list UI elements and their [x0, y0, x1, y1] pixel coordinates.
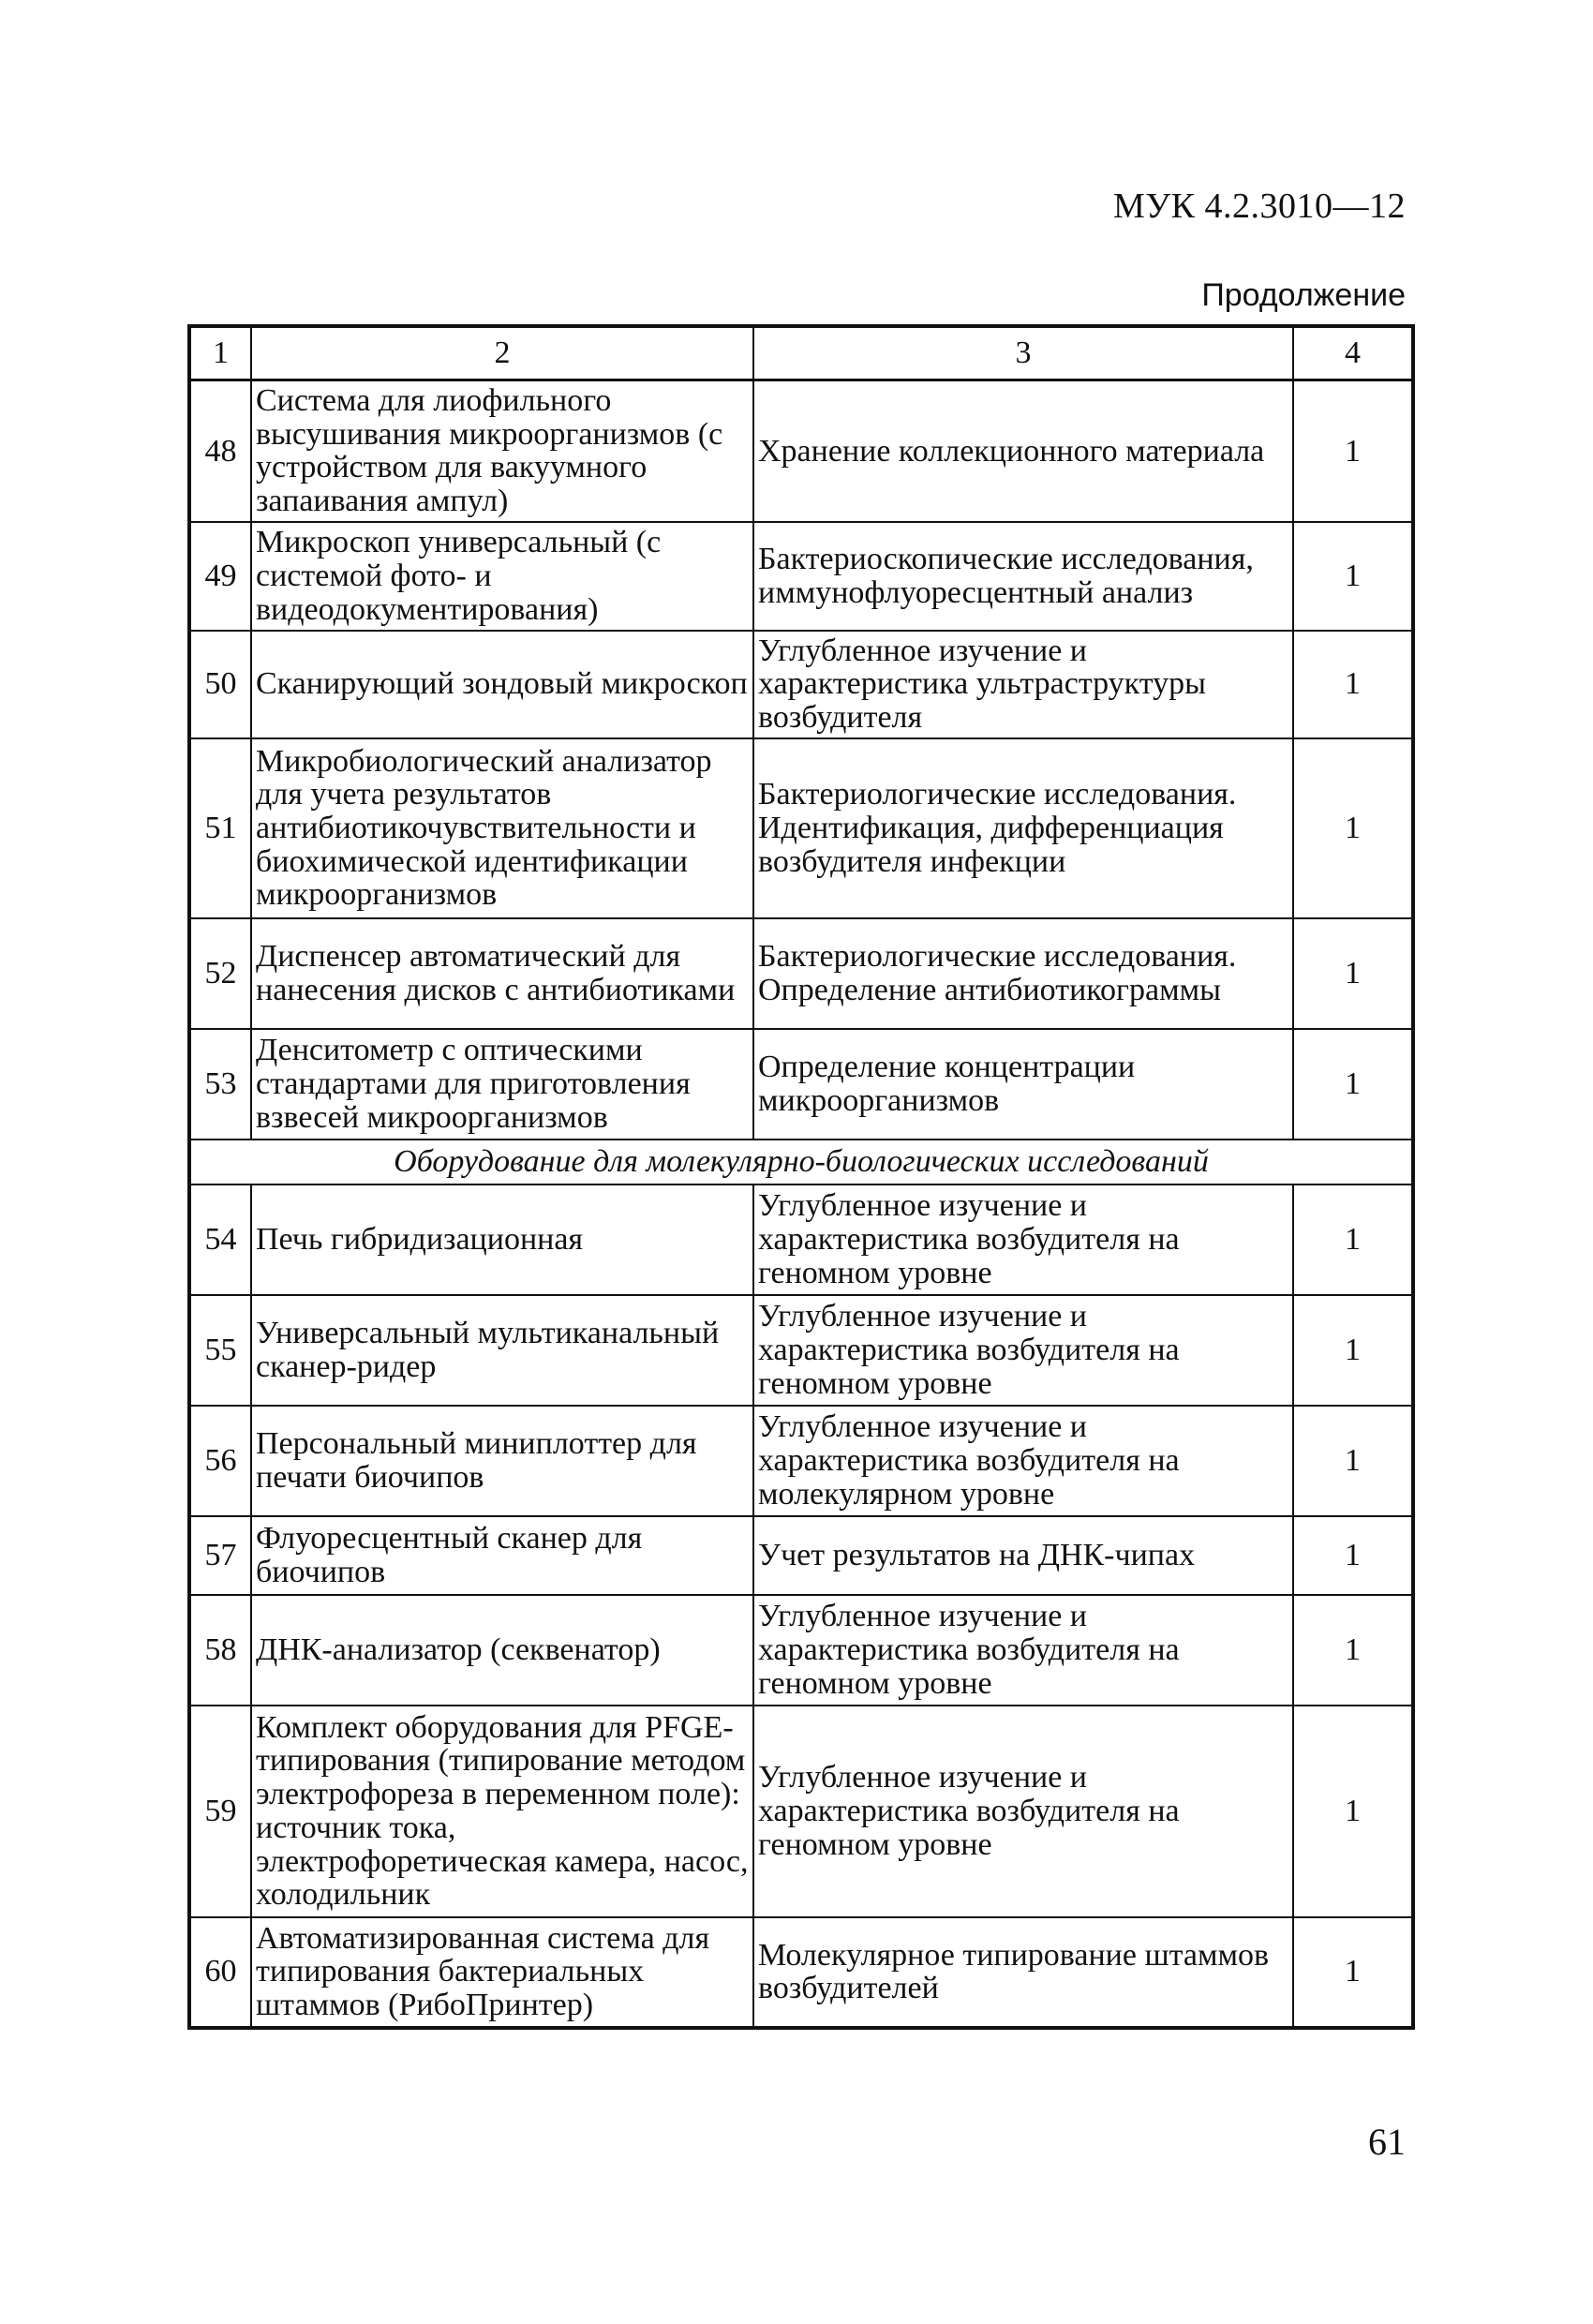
- equipment-quantity: 1: [1293, 522, 1413, 631]
- row-number: 58: [189, 1595, 251, 1706]
- section-title: Оборудование для молекулярно-биологических исследований: [189, 1140, 1413, 1184]
- equipment-table: [187, 324, 1415, 2030]
- equipment-name: ДНК-анализатор (секвенатор): [251, 1595, 753, 1706]
- equipment-name: Персональный миниплоттер для печати биочипов: [251, 1406, 753, 1516]
- equipment-name: Система для лиофильного высушивания микроорганизмов (с устройством для вакуумного запаивания ампул): [251, 380, 753, 522]
- table-row: [189, 1295, 1413, 1406]
- equipment-purpose: Бактериологические исследования. Идентификация, дифференциация возбудителя инфекции: [753, 738, 1293, 918]
- table-row: [189, 631, 1413, 738]
- equipment-quantity: 1: [1293, 1406, 1413, 1516]
- equipment-name: Микробиологический анализатор для учета результатов антибиотикочувствительности и биохимической идентификации микроорганизмов: [251, 738, 753, 918]
- table-row: [189, 1706, 1413, 1917]
- equipment-purpose: Определение концентрации микроорганизмов: [753, 1029, 1293, 1140]
- section-row: [189, 1140, 1413, 1184]
- equipment-quantity: 1: [1293, 1295, 1413, 1406]
- equipment-purpose: Углубленное изучение и характеристика возбудителя на геномном уровне: [753, 1295, 1293, 1406]
- row-number: 60: [189, 1917, 251, 2028]
- equipment-purpose: Углубленное изучение и характеристика возбудителя на геномном уровне: [753, 1706, 1293, 1917]
- table-row: [189, 1406, 1413, 1516]
- table-header-row: [189, 326, 1413, 380]
- row-number: 54: [189, 1184, 251, 1295]
- equipment-quantity: 1: [1293, 380, 1413, 522]
- document-code: МУК 4.2.3010—12: [1112, 186, 1406, 226]
- equipment-name: Комплект оборудования для PFGE-типирования (типирование методом электрофореза в переменном поле): источник тока, электрофоретическая камера, насос, холодильник: [251, 1706, 753, 1917]
- equipment-quantity: 1: [1293, 1706, 1413, 1917]
- column-header-4: 4: [1293, 326, 1413, 380]
- equipment-quantity: 1: [1293, 1184, 1413, 1295]
- column-header-1: 1: [189, 326, 251, 380]
- equipment-quantity: 1: [1293, 631, 1413, 738]
- equipment-purpose: Углубленное изучение и характеристика возбудителя на молекулярном уровне: [753, 1406, 1293, 1516]
- equipment-quantity: 1: [1293, 1917, 1413, 2028]
- equipment-name: Микроскоп универсальный (с системой фото- и видеодокументирования): [251, 522, 753, 631]
- row-number: 59: [189, 1706, 251, 1917]
- equipment-name: Универсальный мультиканальный сканер-ридер: [251, 1295, 753, 1406]
- equipment-purpose: Хранение коллекционного материала: [753, 380, 1293, 522]
- row-number: 57: [189, 1516, 251, 1595]
- equipment-quantity: 1: [1293, 1029, 1413, 1140]
- column-header-3: 3: [753, 326, 1293, 380]
- table-row: [189, 1595, 1413, 1706]
- equipment-quantity: 1: [1293, 738, 1413, 918]
- row-number: 52: [189, 918, 251, 1029]
- row-number: 50: [189, 631, 251, 738]
- equipment-purpose: Молекулярное типирование штаммов возбудителей: [753, 1917, 1293, 2028]
- equipment-purpose: Учет результатов на ДНК-чипах: [753, 1516, 1293, 1595]
- equipment-purpose: Бактериологические исследования. Определение антибиотикограммы: [753, 918, 1293, 1029]
- table-row: [189, 522, 1413, 631]
- equipment-name: Флуоресцентный сканер для биочипов: [251, 1516, 753, 1595]
- table-row: [189, 918, 1413, 1029]
- equipment-name: Сканирующий зондовый микроскоп: [251, 631, 753, 738]
- equipment-quantity: 1: [1293, 1516, 1413, 1595]
- table-row: [189, 1184, 1413, 1295]
- equipment-purpose: Углубленное изучение и характеристика возбудителя на геномном уровне: [753, 1595, 1293, 1706]
- page-number: 61: [1368, 2121, 1406, 2163]
- row-number: 55: [189, 1295, 251, 1406]
- column-header-2: 2: [251, 326, 753, 380]
- equipment-name: Денситометр с оптическими стандартами для приготовления взвесей микроорганизмов: [251, 1029, 753, 1140]
- row-number: 49: [189, 522, 251, 631]
- row-number: 56: [189, 1406, 251, 1516]
- row-number: 48: [189, 380, 251, 522]
- table-row: [189, 1917, 1413, 2028]
- table-row: [189, 738, 1413, 918]
- continuation-label: Продолжение: [1201, 277, 1406, 313]
- equipment-table-container: [187, 324, 1411, 2030]
- equipment-purpose: Бактериоскопические исследования, иммунофлуоресцентный анализ: [753, 522, 1293, 631]
- table-row: [189, 380, 1413, 522]
- equipment-name: Автоматизированная система для типирования бактериальных штаммов (РибоПринтер): [251, 1917, 753, 2028]
- equipment-name: Печь гибридизационная: [251, 1184, 753, 1295]
- table-row: [189, 1516, 1413, 1595]
- equipment-quantity: 1: [1293, 1595, 1413, 1706]
- table-row: [189, 1029, 1413, 1140]
- equipment-purpose: Углубленное изучение и характеристика возбудителя на геномном уровне: [753, 1184, 1293, 1295]
- equipment-quantity: 1: [1293, 918, 1413, 1029]
- equipment-name: Диспенсер автоматический для нанесения дисков с антибиотиками: [251, 918, 753, 1029]
- equipment-purpose: Углубленное изучение и характеристика ультраструктуры возбудителя: [753, 631, 1293, 738]
- row-number: 53: [189, 1029, 251, 1140]
- row-number: 51: [189, 738, 251, 918]
